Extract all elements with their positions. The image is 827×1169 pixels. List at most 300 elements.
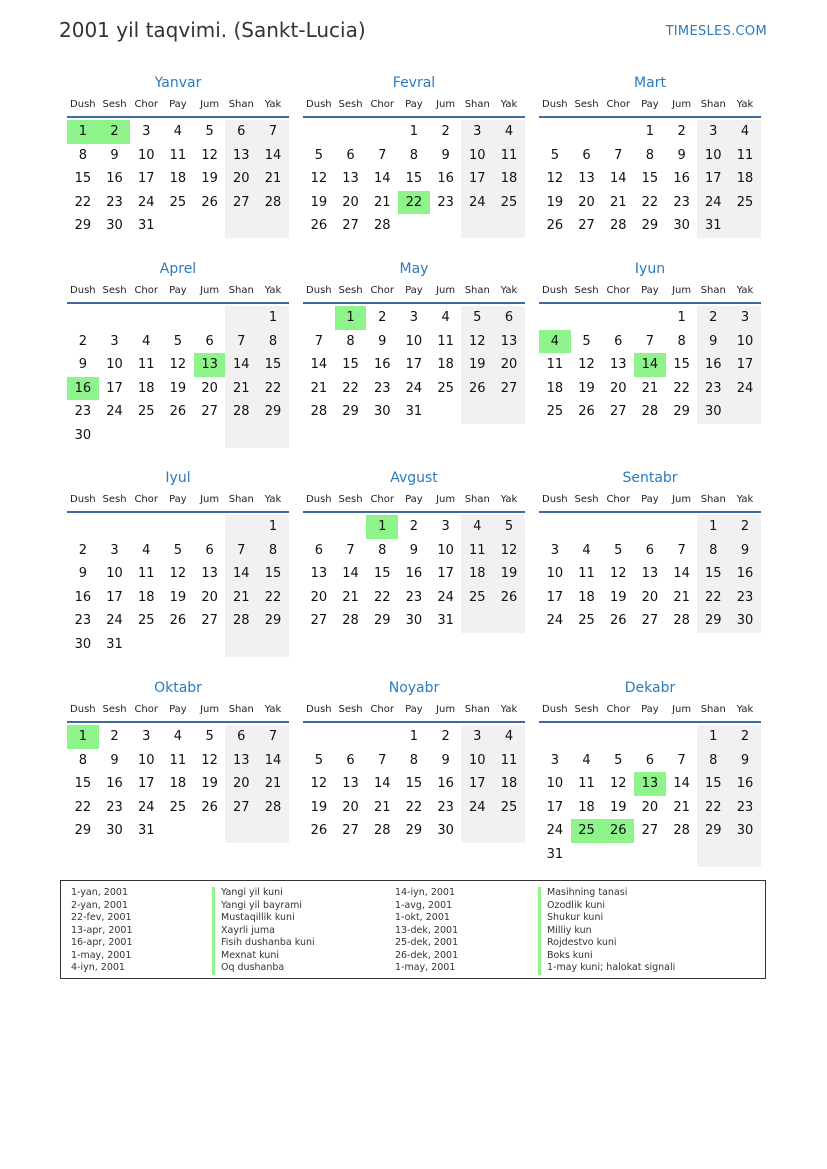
legend-holiday-date: 1-may, 2001 [71, 949, 132, 961]
legend-holiday-date: 22-fev, 2001 [71, 912, 132, 923]
day-cell: 21 [257, 167, 289, 191]
legend-holiday-date: 1-okt, 2001 [395, 912, 450, 923]
day-cell: 1 [257, 515, 289, 539]
day-cell: 30 [74, 427, 92, 443]
day-cell: 18 [493, 772, 525, 796]
day-cell: 3 [550, 752, 559, 768]
legend-holiday-name: Yangi yil kuni [212, 887, 315, 900]
legend-holiday-name: Mexnat kuni [212, 950, 315, 963]
weekday-label: Pay [405, 494, 423, 505]
empty-day-cell [99, 515, 131, 539]
day-cell: 13 [493, 330, 525, 354]
day-cell: 17 [461, 772, 493, 796]
legend-holiday-date: 1-may, 2001 [395, 962, 456, 973]
day-cell: 5 [493, 515, 525, 539]
day-cell: 14 [257, 749, 289, 773]
weekday-label: Chor [134, 704, 158, 715]
day-cell: 6 [645, 752, 655, 768]
weekday-header [67, 94, 289, 118]
day-cell: 22 [697, 796, 729, 820]
day-grid [67, 118, 289, 238]
weekday-label: Jum [672, 285, 692, 296]
weekday-label: Pay [169, 494, 187, 505]
holiday-day-cell: 1 [366, 515, 398, 539]
empty-day-cell [602, 306, 634, 330]
day-cell: 2 [110, 729, 119, 744]
weekday-label: Pay [169, 99, 187, 110]
day-cell: 2 [378, 310, 387, 325]
weekday-label: Jum [200, 285, 220, 296]
day-cell: 17 [546, 799, 564, 815]
weekday-header [303, 489, 525, 513]
day-cell: 19 [493, 562, 525, 586]
day-cell: 26 [546, 218, 564, 234]
day-cell: 27 [225, 796, 257, 820]
day-cell: 11 [493, 749, 525, 773]
empty-day-cell [430, 400, 462, 424]
day-cell: 5 [173, 542, 183, 558]
day-cell: 25 [169, 799, 187, 815]
day-cell: 17 [137, 776, 155, 792]
empty-day-cell [729, 400, 761, 424]
weekday-header [67, 489, 289, 513]
empty-day-cell [225, 214, 257, 238]
month-block [303, 677, 525, 843]
day-cell: 23 [106, 799, 123, 815]
day-cell: 12 [169, 566, 187, 582]
weekday-header [539, 489, 761, 513]
day-cell: 19 [201, 171, 218, 187]
day-cell: 25 [137, 613, 155, 629]
weekday-label: Jum [200, 704, 220, 715]
day-cell: 19 [609, 799, 627, 815]
day-cell: 23 [405, 589, 423, 605]
day-cell: 1 [409, 124, 419, 139]
day-cell: 13 [310, 566, 328, 582]
weekday-label: Jum [436, 99, 456, 110]
day-cell: 30 [373, 404, 391, 420]
empty-day-cell [225, 819, 257, 843]
legend-holiday-date: 14-iyn, 2001 [395, 887, 456, 898]
day-cell: 8 [78, 752, 87, 768]
day-cell: 1 [409, 729, 419, 744]
day-cell: 24 [697, 191, 729, 215]
weekday-label: Sesh [102, 704, 127, 715]
weekday-label: Shan [464, 704, 490, 715]
day-cell: 7 [378, 752, 387, 768]
weekday-label: Chor [370, 494, 394, 505]
legend-holiday-date: 2-yan, 2001 [71, 899, 128, 911]
weekday-label: Dush [70, 285, 96, 296]
empty-day-cell [602, 725, 634, 749]
weekday-label: Yak [264, 99, 282, 110]
day-cell: 13 [225, 144, 257, 168]
day-cell: 11 [578, 776, 595, 792]
day-cell: 19 [310, 799, 328, 815]
legend-dates-left [71, 887, 133, 975]
day-cell: 18 [437, 357, 454, 373]
day-cell: 13 [225, 749, 257, 773]
weekday-label: Jum [200, 99, 220, 110]
weekday-header [539, 94, 761, 118]
day-cell: 10 [106, 566, 123, 582]
day-cell: 26 [310, 823, 328, 839]
day-cell: 26 [201, 194, 218, 210]
empty-day-cell [571, 515, 603, 539]
day-cell: 25 [137, 404, 155, 420]
day-cell: 10 [137, 147, 155, 163]
day-cell: 4 [142, 333, 151, 349]
weekday-label: Dush [70, 704, 96, 715]
day-cell: 9 [441, 147, 450, 163]
day-cell: 27 [641, 823, 659, 839]
weekday-label: Yak [500, 285, 518, 296]
month-block [539, 677, 761, 867]
weekday-header [539, 699, 761, 723]
day-cell: 22 [257, 586, 289, 610]
day-cell: 3 [461, 725, 493, 749]
day-cell: 19 [201, 776, 218, 792]
day-cell: 4 [582, 752, 591, 768]
day-cell: 2 [409, 519, 419, 534]
day-cell: 30 [437, 823, 454, 839]
month-block [67, 258, 289, 448]
day-cell: 28 [342, 613, 359, 629]
day-cell: 24 [137, 194, 155, 210]
legend-holiday-name: Milliy kun [538, 925, 675, 938]
day-cell: 7 [314, 333, 323, 349]
weekday-label: Sesh [574, 494, 599, 505]
empty-day-cell [729, 843, 761, 867]
month-block [539, 258, 761, 424]
day-cell: 19 [546, 194, 564, 210]
day-cell: 30 [405, 613, 423, 629]
day-cell: 7 [225, 330, 257, 354]
day-cell: 31 [437, 613, 454, 629]
legend-holiday-name: Boks kuni [538, 950, 675, 963]
day-cell: 19 [609, 589, 627, 605]
empty-day-cell [493, 400, 525, 424]
day-cell: 12 [461, 330, 493, 354]
weekday-label: Sesh [574, 99, 599, 110]
day-cell: 20 [641, 589, 659, 605]
day-cell: 7 [677, 542, 686, 558]
legend-holiday-date: 26-dek, 2001 [395, 949, 459, 961]
month-block [67, 677, 289, 843]
weekday-label: Jum [436, 494, 456, 505]
page-title: 2001 yil taqvimi. (Sankt-Lucia) [59, 18, 366, 42]
day-cell: 29 [697, 609, 729, 633]
empty-day-cell [539, 306, 571, 330]
day-cell: 4 [173, 729, 183, 744]
day-grid [539, 513, 761, 633]
day-cell: 25 [578, 613, 595, 629]
month-name: Noyabr [388, 680, 440, 696]
day-cell: 2 [697, 306, 729, 330]
day-cell: 10 [546, 566, 564, 582]
day-cell: 5 [205, 729, 214, 744]
weekday-label: Pay [641, 99, 659, 110]
day-cell: 11 [169, 752, 187, 768]
holiday-day-cell: 4 [539, 330, 571, 354]
weekday-label: Chor [606, 704, 630, 715]
day-cell: 14 [310, 357, 328, 373]
empty-day-cell [430, 214, 462, 238]
day-cell: 5 [314, 752, 323, 768]
weekday-label: Chor [134, 99, 158, 110]
empty-day-cell [366, 120, 398, 144]
day-cell: 6 [205, 333, 214, 349]
day-cell: 11 [137, 357, 155, 373]
day-cell: 8 [409, 752, 419, 768]
weekday-label: Yak [736, 99, 754, 110]
day-cell: 15 [405, 171, 423, 187]
day-cell: 2 [729, 515, 761, 539]
day-cell: 15 [342, 357, 359, 373]
weekday-label: Dush [306, 285, 332, 296]
empty-day-cell [634, 515, 666, 539]
month-block [539, 467, 761, 633]
month-block [67, 72, 289, 238]
weekday-label: Sesh [338, 99, 363, 110]
day-cell: 6 [225, 120, 257, 144]
legend-holiday-date: 13-apr, 2001 [71, 924, 133, 936]
day-cell: 9 [409, 542, 419, 558]
day-cell: 7 [346, 542, 355, 558]
day-cell: 11 [437, 333, 454, 349]
empty-day-cell [366, 725, 398, 749]
weekday-label: Yak [736, 285, 754, 296]
day-cell: 15 [257, 353, 289, 377]
empty-day-cell [194, 819, 226, 843]
day-cell: 7 [645, 333, 655, 349]
day-cell: 5 [205, 124, 214, 139]
weekday-label: Sesh [338, 285, 363, 296]
day-cell: 17 [697, 167, 729, 191]
day-cell: 9 [110, 147, 119, 163]
day-cell: 1 [257, 306, 289, 330]
day-cell: 26 [169, 404, 187, 420]
day-cell: 18 [546, 380, 564, 396]
day-cell: 6 [225, 725, 257, 749]
day-cell: 31 [697, 214, 729, 238]
day-grid [303, 513, 525, 633]
empty-day-cell [697, 843, 729, 867]
day-cell: 16 [437, 776, 454, 792]
day-cell: 16 [729, 772, 761, 796]
day-cell: 12 [201, 752, 218, 768]
weekday-label: Dush [306, 494, 332, 505]
weekday-label: Dush [70, 494, 96, 505]
day-cell: 18 [578, 799, 595, 815]
day-cell: 21 [225, 377, 257, 401]
month-name: Dekabr [624, 680, 676, 696]
weekday-label: Dush [70, 99, 96, 110]
day-cell: 14 [609, 171, 627, 187]
weekday-header [539, 280, 761, 304]
legend-holiday-date: 1-yan, 2001 [71, 887, 128, 898]
day-cell: 8 [257, 539, 289, 563]
day-cell: 23 [373, 380, 391, 396]
empty-day-cell [493, 214, 525, 238]
day-cell: 15 [697, 562, 729, 586]
day-cell: 29 [697, 819, 729, 843]
day-cell: 8 [257, 330, 289, 354]
empty-day-cell [225, 633, 257, 657]
day-cell: 7 [614, 147, 623, 163]
day-cell: 1 [645, 124, 655, 139]
empty-day-cell [67, 306, 99, 330]
weekday-label: Chor [606, 494, 630, 505]
day-cell: 25 [461, 586, 493, 610]
legend-holiday-name: Fisih dushanba kuni [212, 937, 315, 950]
day-cell: 11 [137, 566, 155, 582]
empty-day-cell [398, 214, 430, 238]
weekday-label: Shan [228, 99, 254, 110]
day-cell: 10 [546, 776, 564, 792]
empty-day-cell [257, 633, 289, 657]
weekday-header [303, 280, 525, 304]
day-cell: 29 [342, 404, 359, 420]
empty-day-cell [335, 120, 367, 144]
day-cell: 26 [493, 586, 525, 610]
month-name: Fevral [392, 75, 436, 91]
day-cell: 28 [673, 823, 690, 839]
day-cell: 18 [729, 167, 761, 191]
day-cell: 16 [405, 566, 423, 582]
weekday-label: Yak [736, 494, 754, 505]
day-cell: 23 [729, 586, 761, 610]
day-cell: 31 [137, 823, 155, 839]
legend-holiday-name: Ozodlik kuni [538, 900, 675, 913]
holiday-day-cell: 1 [335, 306, 367, 330]
empty-day-cell [461, 214, 493, 238]
month-name: Iyun [634, 261, 666, 277]
empty-day-cell [303, 725, 335, 749]
day-cell: 15 [74, 171, 92, 187]
day-cell: 28 [373, 218, 391, 234]
day-cell: 29 [641, 218, 659, 234]
day-cell: 20 [609, 380, 627, 396]
day-cell: 15 [257, 562, 289, 586]
day-cell: 27 [578, 218, 595, 234]
day-cell: 24 [106, 613, 123, 629]
day-cell: 26 [578, 404, 595, 420]
day-cell: 17 [405, 357, 423, 373]
day-cell: 22 [257, 377, 289, 401]
weekday-label: Pay [641, 494, 659, 505]
day-cell: 10 [461, 144, 493, 168]
day-cell: 20 [342, 799, 359, 815]
day-cell: 29 [257, 609, 289, 633]
day-cell: 13 [201, 566, 218, 582]
day-cell: 3 [697, 120, 729, 144]
empty-day-cell [335, 515, 367, 539]
day-grid [539, 304, 761, 424]
day-cell: 3 [461, 120, 493, 144]
day-cell: 21 [373, 194, 391, 210]
day-cell: 21 [310, 380, 328, 396]
holiday-day-cell: 22 [398, 191, 430, 215]
day-cell: 19 [461, 353, 493, 377]
weekday-label: Sesh [574, 704, 599, 715]
weekday-header [67, 699, 289, 723]
empty-day-cell [130, 306, 162, 330]
weekday-label: Pay [169, 704, 187, 715]
day-cell: 28 [257, 796, 289, 820]
day-cell: 6 [582, 147, 591, 163]
day-cell: 31 [106, 636, 123, 652]
day-cell: 12 [201, 147, 218, 163]
empty-day-cell [493, 609, 525, 633]
weekday-label: Shan [700, 285, 726, 296]
day-cell: 2 [441, 729, 450, 744]
day-cell: 18 [169, 776, 187, 792]
weekday-label: Sesh [338, 494, 363, 505]
day-cell: 5 [461, 306, 493, 330]
empty-day-cell [162, 633, 194, 657]
day-cell: 4 [582, 542, 591, 558]
empty-day-cell [194, 306, 226, 330]
empty-day-cell [257, 819, 289, 843]
day-cell: 29 [74, 823, 92, 839]
day-cell: 20 [342, 194, 359, 210]
empty-day-cell [634, 725, 666, 749]
day-cell: 22 [74, 194, 92, 210]
day-cell: 6 [493, 306, 525, 330]
day-cell: 7 [378, 147, 387, 163]
empty-day-cell [634, 306, 666, 330]
day-cell: 27 [493, 377, 525, 401]
day-cell: 24 [546, 613, 564, 629]
day-cell: 30 [106, 218, 123, 234]
day-cell: 15 [641, 171, 659, 187]
day-cell: 6 [205, 542, 214, 558]
day-cell: 9 [729, 539, 761, 563]
day-cell: 14 [257, 144, 289, 168]
day-cell: 2 [78, 542, 87, 558]
day-cell: 31 [405, 404, 423, 420]
brand-link[interactable]: TIMESLES.COM [665, 24, 767, 39]
day-cell: 18 [137, 589, 155, 605]
day-cell: 15 [373, 566, 391, 582]
legend-holiday-date: 25-dek, 2001 [395, 937, 459, 948]
legend-names-right [538, 887, 675, 975]
day-cell: 24 [461, 796, 493, 820]
day-grid [303, 723, 525, 843]
weekday-label: Pay [405, 285, 423, 296]
day-cell: 28 [641, 404, 659, 420]
weekday-label: Pay [641, 285, 659, 296]
day-grid [67, 304, 289, 448]
day-cell: 2 [677, 124, 686, 139]
day-cell: 18 [137, 380, 155, 396]
day-cell: 24 [461, 191, 493, 215]
empty-day-cell [162, 515, 194, 539]
day-cell: 30 [106, 823, 123, 839]
day-cell: 5 [614, 752, 623, 768]
day-cell: 17 [461, 167, 493, 191]
day-cell: 22 [342, 380, 359, 396]
day-grid [303, 118, 525, 238]
day-cell: 30 [729, 609, 761, 633]
day-cell: 1 [697, 515, 729, 539]
day-cell: 14 [673, 566, 690, 582]
day-cell: 21 [373, 799, 391, 815]
day-cell: 26 [461, 377, 493, 401]
holiday-day-cell: 25 [571, 819, 603, 843]
weekday-label: Chor [134, 285, 158, 296]
